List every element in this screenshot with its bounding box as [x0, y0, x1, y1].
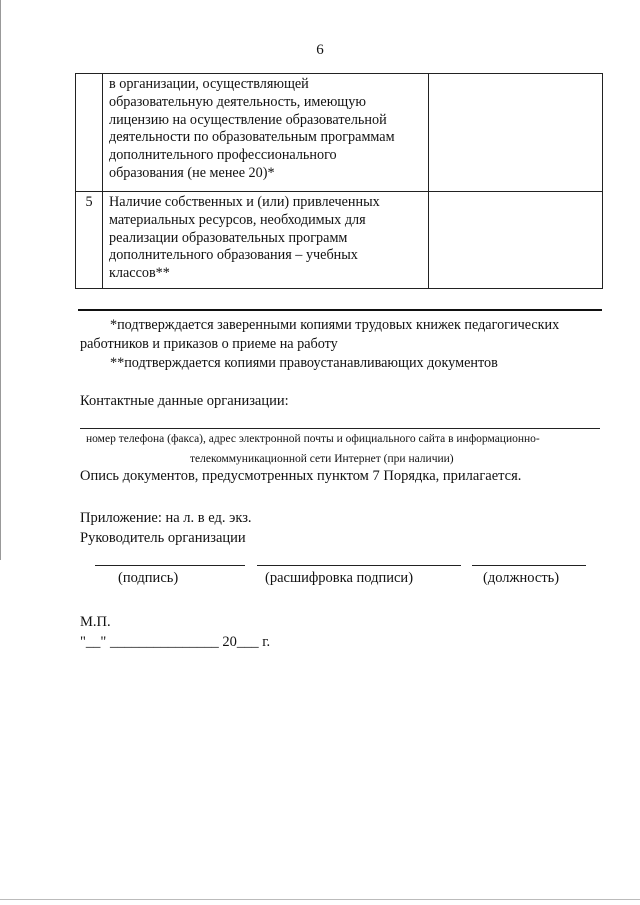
- stamp-place: М.П.: [80, 614, 111, 630]
- text-line: дополнительного образования – учебных: [109, 247, 358, 264]
- scan-edge-bottom: [0, 899, 640, 900]
- text-line: образовательную деятельность, имеющую: [109, 93, 366, 110]
- position-line: [472, 565, 586, 566]
- text-line: деятельности по образовательным программам: [109, 129, 395, 146]
- text-line: образования (не менее 20)*: [109, 164, 275, 181]
- text-line: дополнительного профессионального: [109, 147, 337, 164]
- signature-line: [95, 565, 245, 566]
- text-line: материальных ресурсов, необходимых для: [109, 211, 366, 228]
- text-line: реализации образовательных программ: [109, 229, 348, 246]
- decoding-caption: (расшифровка подписи): [265, 570, 414, 586]
- footnote-1-line-1: *подтверждается заверенными копиями трудовых книжек педагогических: [110, 317, 560, 333]
- footnote-divider: [78, 309, 602, 311]
- contacts-fill-line: [80, 428, 600, 429]
- text-line: классов**: [109, 265, 170, 282]
- footnote-2: **подтверждается копиями правоустанавливающих документов: [110, 355, 498, 371]
- row-description: [103, 74, 429, 192]
- text-line: в организации, осуществляющей: [109, 76, 309, 92]
- footnote-1-line-2: работников и приказов о приеме на работу: [80, 336, 338, 352]
- requirements-table: [75, 73, 603, 289]
- position-caption: (должность): [483, 570, 560, 586]
- row-number: [76, 74, 103, 192]
- head-of-organization: Руководитель организации: [80, 530, 246, 546]
- scan-edge-left: [0, 0, 1, 560]
- appendix-line: Приложение: на л. в ед. экз.: [80, 510, 252, 526]
- signature-caption: (подпись): [118, 570, 179, 586]
- table-row: [76, 74, 603, 192]
- table-row: [76, 192, 603, 289]
- decoding-line: [257, 565, 461, 566]
- inventory-statement: Опись документов, предусмотренных пунктом 7 Порядка, прилагается.: [80, 468, 522, 484]
- text-line: лицензию на осуществление образовательной: [109, 111, 387, 128]
- row-description: [103, 192, 429, 289]
- row-value-cell: [429, 74, 603, 192]
- row-value-cell: [429, 192, 603, 289]
- contacts-hint-line-2: телекоммуникационной сети Интернет (при наличии): [190, 453, 454, 465]
- contacts-hint-line-1: номер телефона (факса), адрес электронной почты и официального сайта в информационно-: [86, 433, 540, 445]
- page-number: 6: [316, 42, 324, 58]
- text-line: Наличие собственных и (или) привлеченных: [109, 194, 380, 210]
- contacts-label: Контактные данные организации:: [80, 393, 289, 409]
- row-number: 5: [76, 192, 103, 289]
- date-line: "__" _______________ 20___ г.: [80, 634, 271, 650]
